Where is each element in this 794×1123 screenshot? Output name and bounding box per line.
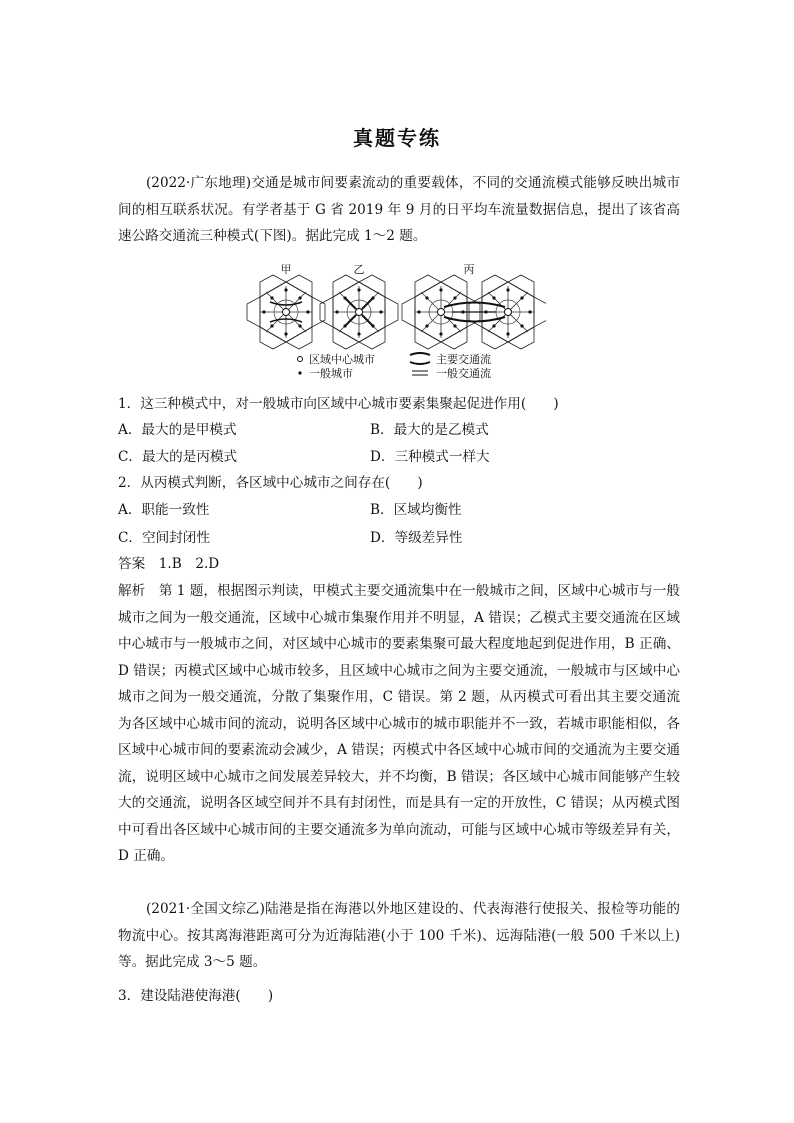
q1-option-a: A．最大的是甲模式	[118, 422, 237, 438]
label-yi: 乙	[353, 263, 365, 276]
intro-paragraph-2: (2021·全国文综乙)陆港是指在海港以外地区建设的、代表海港行使报关、报检等功能的物流中心。按其离海港距离可分为近海陆港(小于 100 千米)、远海陆港(一般 500 千米以上)等。据此完成 3～5 题。	[118, 901, 680, 970]
question-1-stem: 1．这三种模式中，对一般城市向区域中心城市要素集聚起促进作用( )	[118, 396, 559, 412]
pattern-jia	[247, 275, 325, 349]
page-title: 真题专练	[353, 126, 441, 150]
label-bing: 丙	[463, 263, 475, 276]
question-2-stem: 2．从丙模式判断，各区域中心城市之间存在( )	[118, 475, 423, 491]
q1-option-c: C．最大的是丙模式	[118, 449, 238, 465]
question-3-stem: 3．建设陆港使海港( )	[118, 988, 274, 1004]
legend-main-flow: 主要交通流	[436, 353, 491, 366]
q1-option-b: B．最大的是乙模式	[370, 422, 489, 438]
main-flow-symbol	[410, 353, 430, 364]
regional-center-symbol	[298, 357, 303, 362]
intro-paragraph-1: (2022·广东地理)交通是城市间要素流动的重要载体，不同的交通流模式能够反映出城市间的相互联系状况。有学者基于 G 省 2019 年 9 月的日平均车流量数据信息，提出了该省高速公路交通流三种模式(下图)。据此完成 1～2 题。	[118, 175, 680, 244]
q2-option-a: A．职能一致性	[118, 502, 210, 518]
analysis-paragraph: 解析 第 1 题，根据图示判读，甲模式主要交通流集中在一般城市之间，区域中心城市与一般城市之间为一般交通流，区域中心城市集聚作用并不明显，A 错误；乙模式主要交通流在区域中心城市与一般城市之间，对区域中心城市的要素集聚可最大程度地起到促进作用，B 正确、D 错误；丙模式区域中心城市较多，且区域中心城市之间为主要交通流，一般城市与区域中心城市之间为一般交通流，分散了集聚作用，C 错误。第 2 题，从丙模式可看出其主要交通流为各区域中心城市间的流动，说明各区域中心城市的城市职能并不一致，若城市职能相似，各区域中心城市间的要素流动会减少，A 错误；丙模式中各区域中心城市间的交通流为主要交通流，说明区域中心城市之间发展差异较大，并不均衡，B 错误；各区域中心城市间能够产生较大的交通流，说明各区域空间并不具有封闭性，而是具有一定的开放性，C 错误；从丙模式图中可看出各区域中心城市间的主要交通流多为单向流动，可能与区域中心城市等级差异有关，D 正确。	[118, 583, 680, 864]
general-city-symbol	[298, 371, 301, 374]
legend-regional-center: 区域中心城市	[309, 353, 375, 366]
legend	[298, 352, 492, 380]
q2-option-d: D．等级差异性	[370, 530, 463, 546]
pattern-bing	[402, 275, 546, 349]
traffic-flow-figure	[246, 260, 546, 386]
general-flow-symbol	[412, 371, 428, 375]
q2-option-c: C．空间封闭性	[118, 530, 210, 546]
q1-option-d: D．三种模式一样大	[370, 449, 490, 465]
answer-line: 答案 1.B 2.D	[118, 556, 220, 572]
label-jia: 甲	[280, 263, 292, 276]
pattern-yi	[320, 275, 398, 349]
legend-general-flow: 一般交通流	[436, 367, 491, 380]
q2-option-b: B．区域均衡性	[370, 502, 462, 518]
legend-general-city: 一般城市	[309, 367, 353, 380]
traffic-flow-diagram	[246, 260, 546, 386]
